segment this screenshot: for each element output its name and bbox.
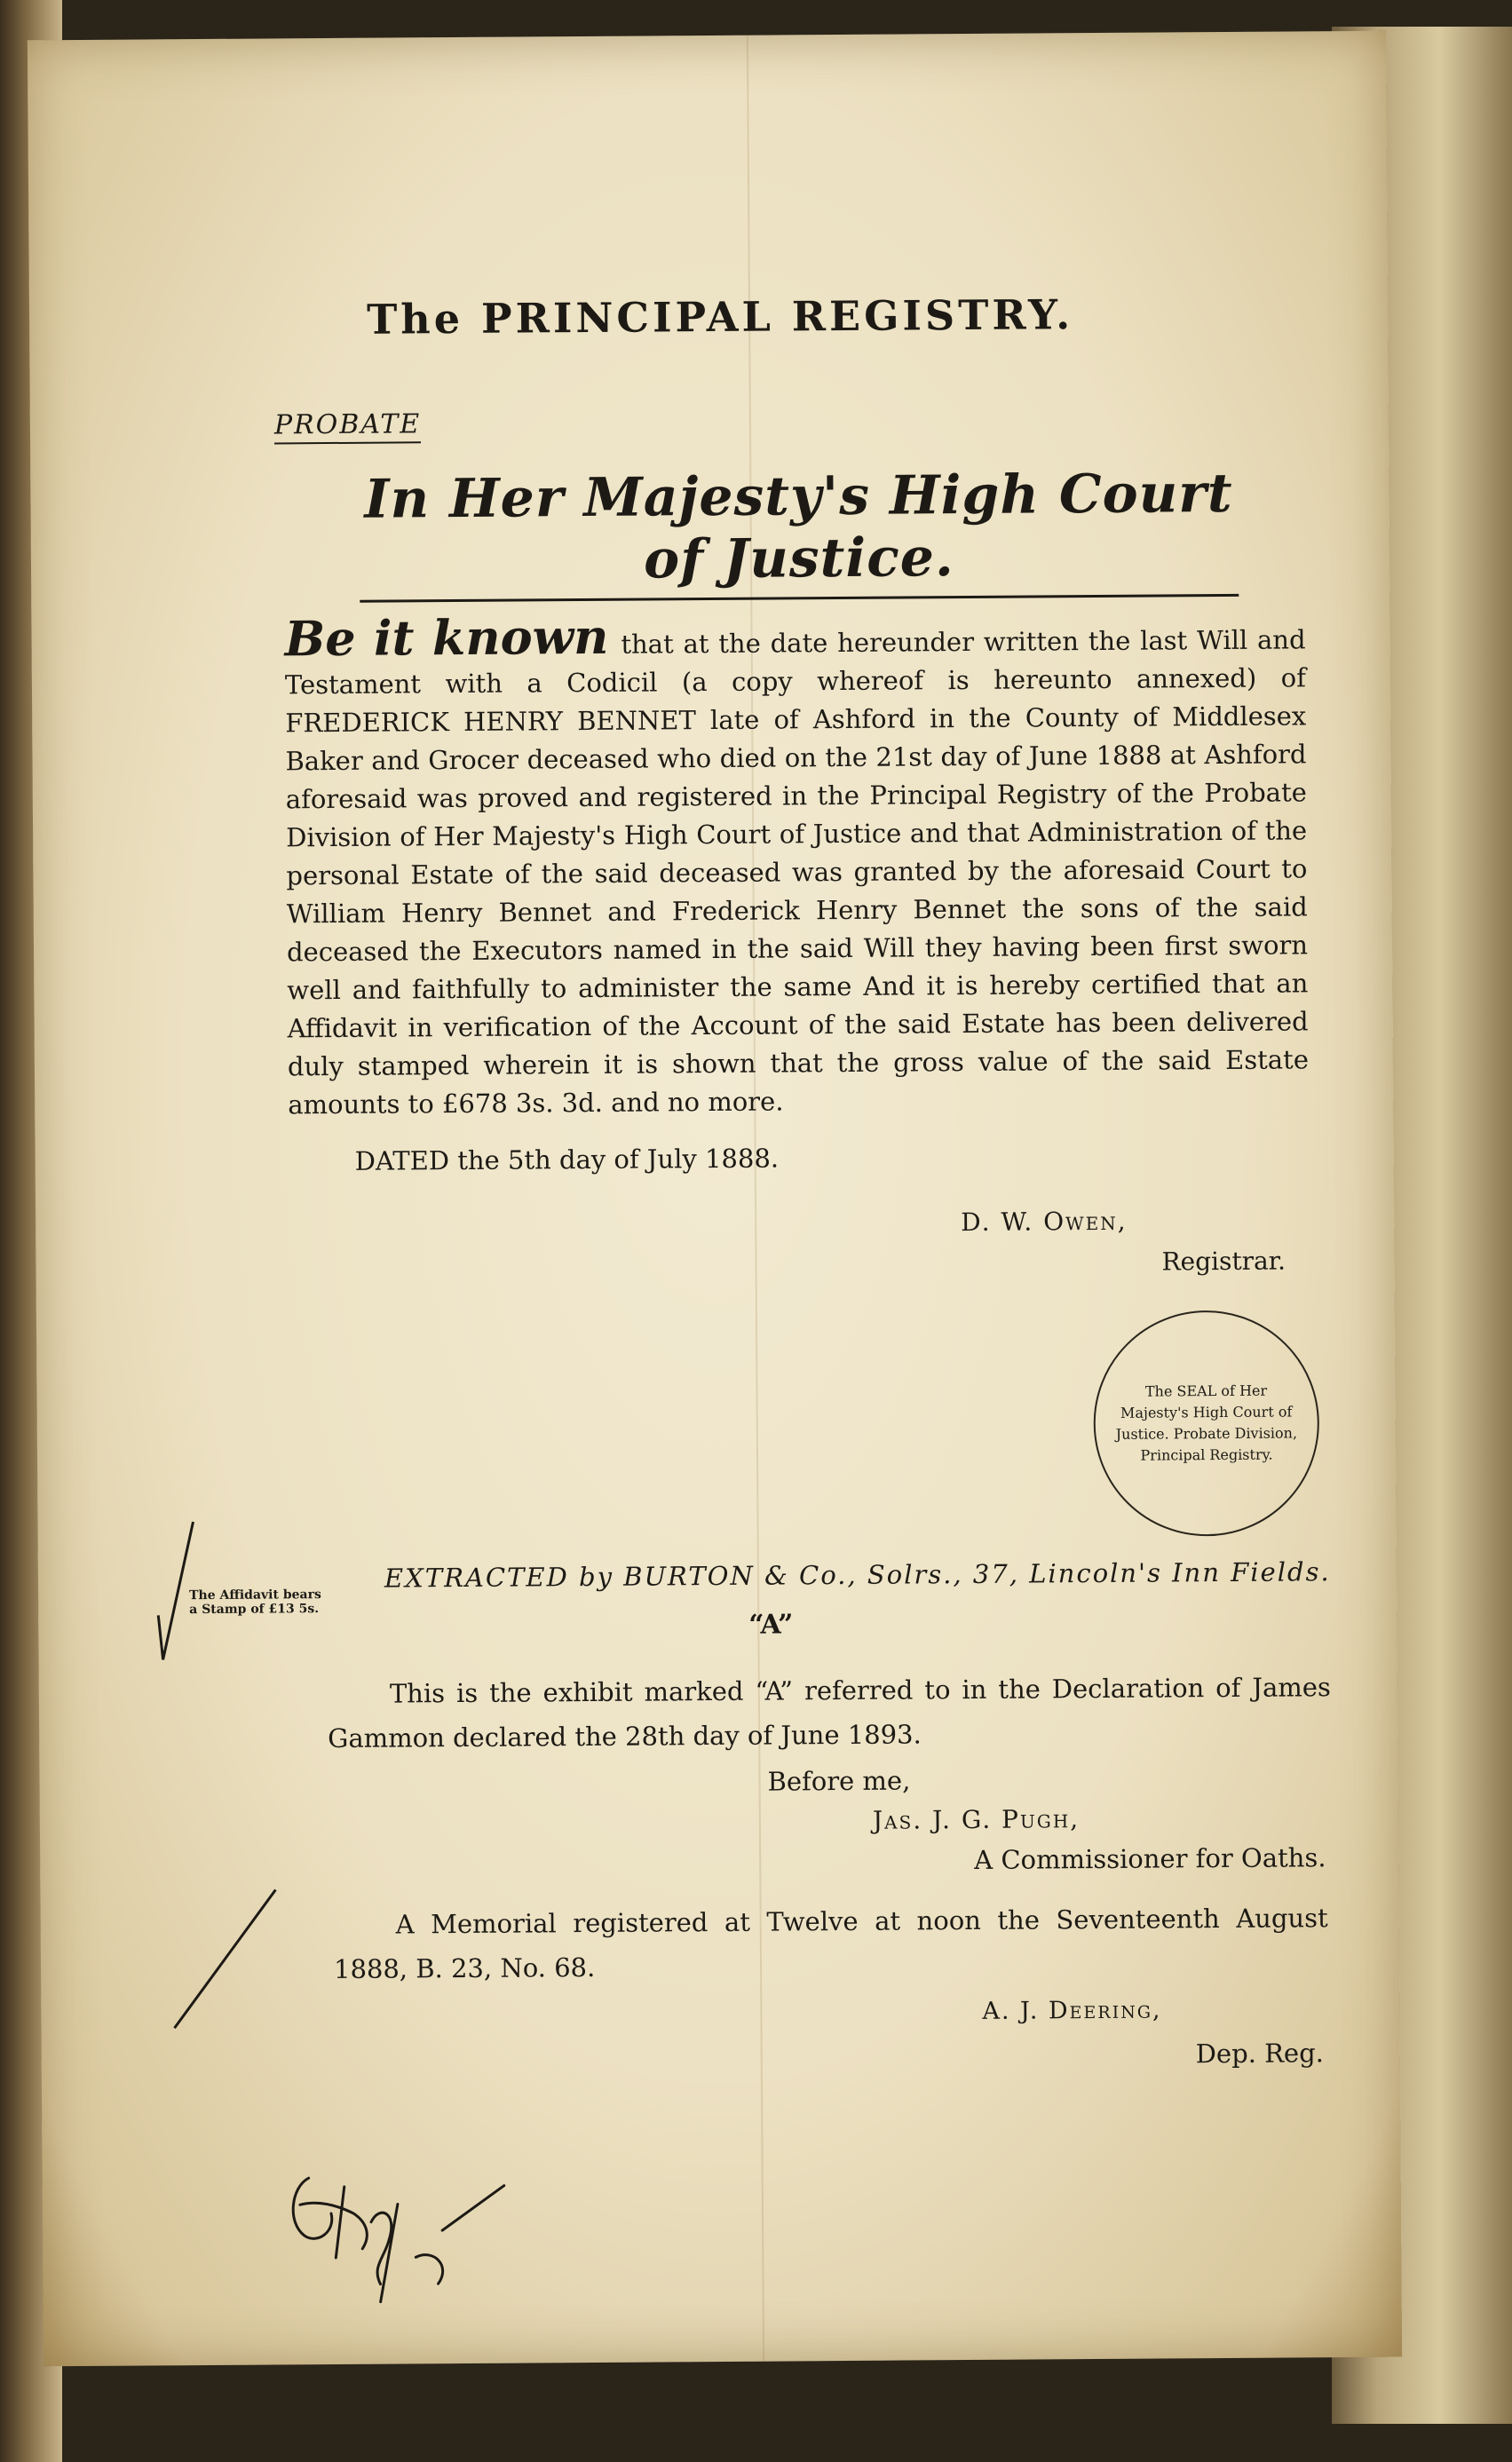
probate-document-page	[28, 31, 1402, 2367]
deputy-registrar-name: A. J. Deering,	[982, 1996, 1162, 2025]
opening-phrase: Be it known	[284, 607, 609, 668]
registrar-name: D. W. Owen,	[961, 1206, 1128, 1238]
paper-fold-line	[747, 36, 764, 2362]
grant-body-paragraph	[284, 607, 1310, 1124]
registry-title: The PRINCIPAL REGISTRY.	[366, 290, 1074, 344]
commissioner-title: A Commissioner for Oaths.	[974, 1842, 1326, 1875]
commissioner-name: Jas. J. G. Pugh,	[872, 1804, 1081, 1835]
handwritten-signature	[281, 2150, 513, 2321]
court-seal	[1093, 1310, 1320, 1537]
extracted-by-line: EXTRACTED by BURTON & Co., Solrs., 37, Lincoln's Inn Fields.	[384, 1556, 1331, 1594]
grant-body-text: that at the date hereunder written the last Will and Testament with a Codicil (a copy whereof is hereunto annexed) of FREDERICK HENRY BENNET late of Ashford in the County of Middlesex Baker and Grocer deceased who died on the 21st day of June 1888 at Ashford aforesaid was proved and registered in the Principal Registry of the Probate Division of Her Majesty's High Court of Justice and that Administration of the personal Estate of the said deceased was granted by the aforesaid Court to William Henry Bennet and Frederick Henry Bennet the sons of the said deceased the Executors named in the said Will they having been first sworn well and faithfully to administer the same And it is hereby certified that an Affidavit in verification of the Account of the said Estate has been delivered duly stamped wherein it is shown that the gross value of the said Estate amounts to £678 3s. 3d. and no more.	[284, 624, 1310, 1120]
dated-line: DATED the 5th day of July 1888.	[354, 1143, 780, 1176]
deputy-registrar-title: Dep. Reg.	[1195, 2038, 1325, 2070]
registrar-title: Registrar.	[1161, 1246, 1286, 1277]
before-me-label: Before me,	[767, 1765, 911, 1797]
memorial-registration-text: A Memorial registered at Twelve at noon the Seventeenth August 1888, B. 23, No. 68.	[333, 1903, 1328, 1985]
probate-label: PROBATE	[274, 408, 422, 444]
exhibit-declaration-text: This is the exhibit marked “A” referred to in the Declaration of James Gammon declared the 28th day of June 1893.	[328, 1672, 1331, 1754]
seal-text: The SEAL of Her Majesty's High Court of Justice. Probate Division, Principal Registry.	[1115, 1381, 1298, 1464]
exhibit-mark: “A”	[748, 1609, 794, 1641]
court-heading: In Her Majesty's High Court of Justice.	[359, 463, 1239, 603]
affidavit-stamp-note: The Affidavit bears a Stamp of £13 5s.	[189, 1587, 321, 1618]
tick-mark-icon	[169, 1885, 285, 2037]
